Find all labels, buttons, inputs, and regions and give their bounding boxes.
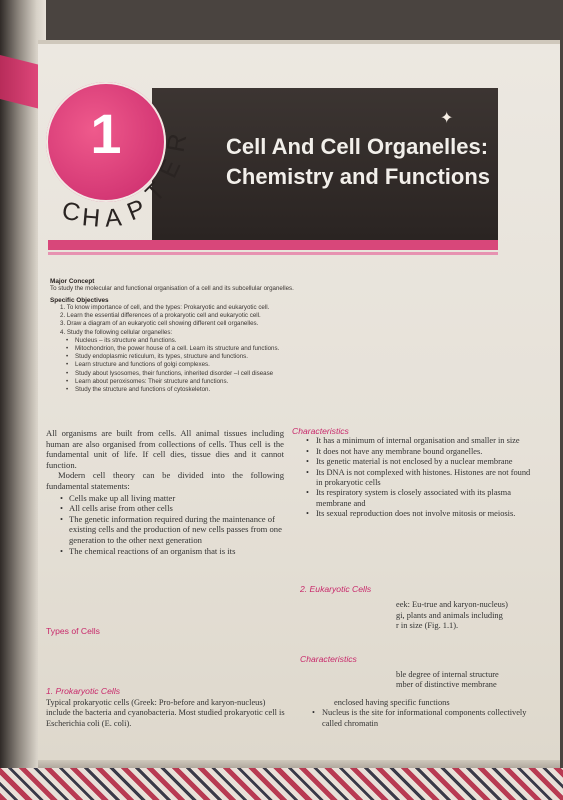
objective-subitem: • Learn structure and functions of golgi complexes. <box>66 361 470 369</box>
intro-paragraph: All organisms are built from cells. All animal tissues including human are also organised from collections of cells. Thus cell is the fundamental unit of life. If cell dies, tissue dies and it cannot function. <box>46 428 284 470</box>
chapter-letter: R <box>161 130 193 155</box>
eukaryotic-characteristic-item: • Nucleus is the site for informational components collectively called chromatin <box>312 708 548 729</box>
objective-subitem: • Nucleus – its structure and functions. <box>66 337 470 345</box>
eukaryotic-line: r in size (Fig. 1.1). <box>396 621 459 631</box>
left-column <box>46 428 284 556</box>
eukaryotic-characteristic-line: mber of distinctive membrane <box>396 680 497 690</box>
characteristic-item: • Its DNA is not complexed with histones. Histones are not found in prokaryotic cells <box>306 468 534 489</box>
prokaryotic-text: Typical prokaryotic cells (Greek: Pro-before and karyon-nucleus) include the bacteria and cyanobacteria. Most studied prokaryotic cell is Escherichia coli (E. coli). <box>46 698 285 728</box>
chapter-letter: E <box>153 154 187 183</box>
chapter-word <box>48 100 208 240</box>
header-underline-thin <box>48 252 498 255</box>
characteristic-item: • Its respiratory system is closely associated with its plasma membrane and <box>306 488 534 509</box>
types-of-cells-heading: Types of Cells <box>46 626 100 636</box>
characteristic-item: • It has a minimum of internal organisation and smaller in size <box>306 436 534 446</box>
objectives-list <box>50 304 470 337</box>
eukaryotic-characteristics-list <box>312 698 548 729</box>
objective-subitem: • Study endoplasmic reticulum, its types, structure and functions. <box>66 353 470 361</box>
major-concept <box>50 278 470 293</box>
specific-objectives <box>50 297 470 394</box>
objective-subitem: • Study the structure and functions of cytoskeleton. <box>66 386 470 394</box>
chapter-letter: A <box>103 203 124 233</box>
characteristic-item: • Its sexual reproduction does not involve mitosis or meiosis. <box>306 509 534 519</box>
objective-item: 2. Learn the essential differences of a prokaryotic cell and eukaryotic cell. <box>60 312 261 320</box>
chapter-letter: C <box>59 196 84 228</box>
objective-subitem: • Learn about peroxisomes: Their structure and functions. <box>66 378 470 386</box>
sparkle-icon: ✦ <box>440 110 454 127</box>
eukaryotic-characteristics-heading: Characteristics <box>300 654 357 664</box>
chapter-letter: P <box>123 193 151 227</box>
eukaryotic-line: eek: Eu-true and karyon-nucleus) <box>396 600 508 609</box>
cell-theory-item: • The genetic information required during the maintenance of existing cells and the production of new cells passes from one generation to the other next generation <box>60 514 284 546</box>
objective-item: 4. Study the following cellular organelles: <box>60 328 173 336</box>
eukaryotic-line: gi, plants and animals including <box>396 610 503 620</box>
cell-theory-list <box>46 493 284 557</box>
chapter-letter: H <box>80 203 103 233</box>
eukaryotic-text <box>396 600 546 632</box>
chapter-number: 1 <box>90 102 122 165</box>
eukaryotic-characteristics-continued <box>312 698 548 729</box>
objectives-sublist <box>50 337 470 394</box>
chapter-title-line-2: Chemistry and Functions <box>226 164 491 189</box>
eukaryotic-characteristics-text <box>396 670 546 691</box>
cell-theory-item: • The chemical reactions of an organism that is its <box>60 546 284 557</box>
objective-item: 1. To know importance of cell, and the types: Prokaryotic and eukaryotic cell. <box>60 304 270 311</box>
chapter-letter: T <box>140 176 172 208</box>
cell-theory-paragraph: Modern cell theory can be divided into the following fundamental statements: <box>46 470 284 491</box>
right-column <box>292 426 534 520</box>
eukaryotic-heading: 2. Eukaryotic Cells <box>300 584 372 594</box>
chapter-title-line-1: Cell And Cell Organelles: <box>226 134 489 159</box>
eukaryotic-characteristic-line: ble degree of internal structure <box>396 670 499 679</box>
characteristics-heading: Characteristics <box>292 426 349 436</box>
eukaryotic-characteristic-item: enclosed having specific functions <box>334 698 450 707</box>
objective-item: 3. Draw a diagram of an eukaryotic cell showing different cell organelles. <box>60 320 259 328</box>
prokaryotic-heading: 1. Prokaryotic Cells <box>46 686 121 696</box>
patterned-cloth <box>0 768 563 800</box>
major-concept-heading: Major Concept <box>50 278 95 285</box>
characteristics-list <box>292 436 534 519</box>
characteristic-item: • Its genetic material is not enclosed by a nuclear membrane <box>306 457 534 467</box>
cell-theory-item: • All cells arise from other cells <box>60 503 284 514</box>
major-concept-text: To study the molecular and functional organisation of a cell and its subcellular organelles. <box>50 285 294 292</box>
header-underline <box>48 240 498 250</box>
objective-subitem: • Mitochondrion, the power house of a cell. Learn its structure and functions. <box>66 345 470 353</box>
cell-theory-item: • Cells make up all living matter <box>60 493 284 504</box>
objective-subitem: • Study about lysosomes, their functions, inherited disorder –I cell disease <box>66 370 470 378</box>
characteristic-item: • It does not have any membrane bound organelles. <box>306 447 534 457</box>
objectives-heading: Specific Objectives <box>50 297 109 304</box>
